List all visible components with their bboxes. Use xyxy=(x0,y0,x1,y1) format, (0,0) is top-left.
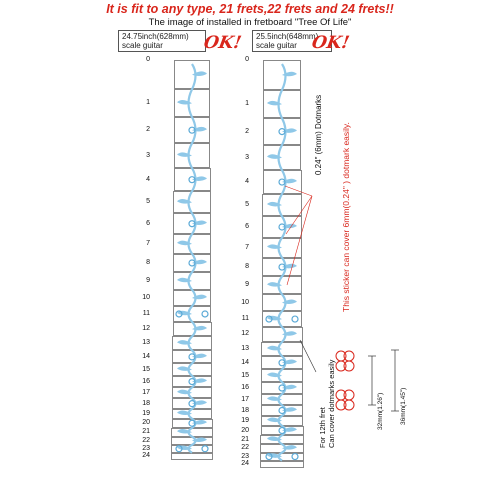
dimension-32mm: 32mm(1.26") xyxy=(377,392,384,430)
fret-number-right: 1 xyxy=(245,100,249,108)
fret-number-right: 0 xyxy=(245,56,249,63)
fret-number: 18 xyxy=(142,399,150,407)
fret-number: 24 xyxy=(142,452,150,460)
fret-number-right: 9 xyxy=(245,281,249,289)
fret12-note-line2: Can cover dotmarks easily xyxy=(327,359,336,448)
vine-leaf xyxy=(177,100,192,105)
headline: It is fit to any type, 21 frets,22 frets and 24 frets!! xyxy=(106,2,394,16)
fret-number: 12 xyxy=(142,325,150,333)
fret-number: 1 xyxy=(146,99,150,107)
fret-number: 9 xyxy=(146,276,150,284)
dotmark xyxy=(292,454,298,460)
fret-number-right: 12 xyxy=(241,330,249,338)
fret-number-right: 6 xyxy=(245,223,249,230)
fret-number: 4 xyxy=(146,175,150,183)
dotmark xyxy=(202,311,208,317)
fret-number-right: 21 xyxy=(241,435,249,443)
left-ok-stamp: OK! xyxy=(202,33,243,53)
fret-number-right: 8 xyxy=(245,263,249,271)
fret-number: 13 xyxy=(142,339,150,347)
pointer-line xyxy=(300,340,316,372)
vine-leaf xyxy=(267,101,282,106)
fret-number: 7 xyxy=(146,239,150,247)
fret-number-right: 16 xyxy=(241,384,249,392)
fret-number: 19 xyxy=(142,409,150,417)
fret-number: 17 xyxy=(142,388,150,396)
dotmark xyxy=(292,316,298,322)
fret-number: 10 xyxy=(142,293,150,301)
fret-number-right: 19 xyxy=(241,416,249,424)
fret-number: 14 xyxy=(142,352,150,360)
pointer-line xyxy=(287,196,312,285)
right-scale-type: scale guitar xyxy=(256,41,297,50)
fret-number-right: 17 xyxy=(241,395,249,403)
left-scale-length: 24.75inch(628mm) xyxy=(122,32,189,41)
dotmark xyxy=(202,446,208,452)
fret-number: 11 xyxy=(142,309,150,317)
fret-number: 0 xyxy=(146,56,150,63)
vine-stem xyxy=(279,64,286,461)
fret-number-right: 2 xyxy=(245,127,249,135)
dimension-36mm: 36mm(1.45") xyxy=(400,387,407,425)
fret-number: 20 xyxy=(142,419,150,427)
fret-number: 3 xyxy=(146,151,150,159)
fret-number: 6 xyxy=(146,219,150,227)
fret-number-right: 18 xyxy=(241,406,249,414)
fret-number: 23 xyxy=(142,444,150,452)
fret-number-right: 5 xyxy=(245,201,249,209)
fret-number: 16 xyxy=(142,377,150,385)
right-ok-stamp: OK! xyxy=(310,33,351,53)
fret-number: 15 xyxy=(142,365,150,373)
fret-number-right: 23 xyxy=(241,452,249,460)
left-scale-type: scale guitar xyxy=(122,41,163,50)
fret-number-right: 10 xyxy=(241,298,249,306)
fret-number-right: 15 xyxy=(241,371,249,379)
fret-number-right: 14 xyxy=(241,358,249,366)
fret-number: 5 xyxy=(146,198,150,206)
dotmarks-note: 0.24" (6mm) Dotmarks xyxy=(314,94,323,175)
fret-number-right: 22 xyxy=(241,444,249,452)
subheadline: The image of installed in fretboard "Tree Of Life" xyxy=(148,17,352,28)
fret-number-right: 3 xyxy=(245,153,249,161)
fret-number-right: 7 xyxy=(245,243,249,251)
fret-number-right: 20 xyxy=(241,426,249,434)
fret-number: 8 xyxy=(146,258,150,266)
fret12-note-line1: For 12th fret xyxy=(318,407,327,448)
pointer-line xyxy=(286,196,312,234)
right-scale-length: 25.5inch(648mm) xyxy=(256,32,319,41)
fret-number-right: 24 xyxy=(241,460,249,468)
fret-number: 22 xyxy=(142,436,150,444)
fret-number-right: 13 xyxy=(241,345,249,353)
fret-number: 21 xyxy=(142,428,150,436)
fret-number-right: 4 xyxy=(245,178,249,186)
fret-number: 2 xyxy=(146,126,150,134)
vine-stem xyxy=(189,64,196,453)
pointer-line xyxy=(285,186,312,196)
fret-number-right: 11 xyxy=(241,315,249,323)
cover-dotmark-note: This sticker can cover 6mm(0.24" ) dotmark easily. xyxy=(341,122,351,312)
